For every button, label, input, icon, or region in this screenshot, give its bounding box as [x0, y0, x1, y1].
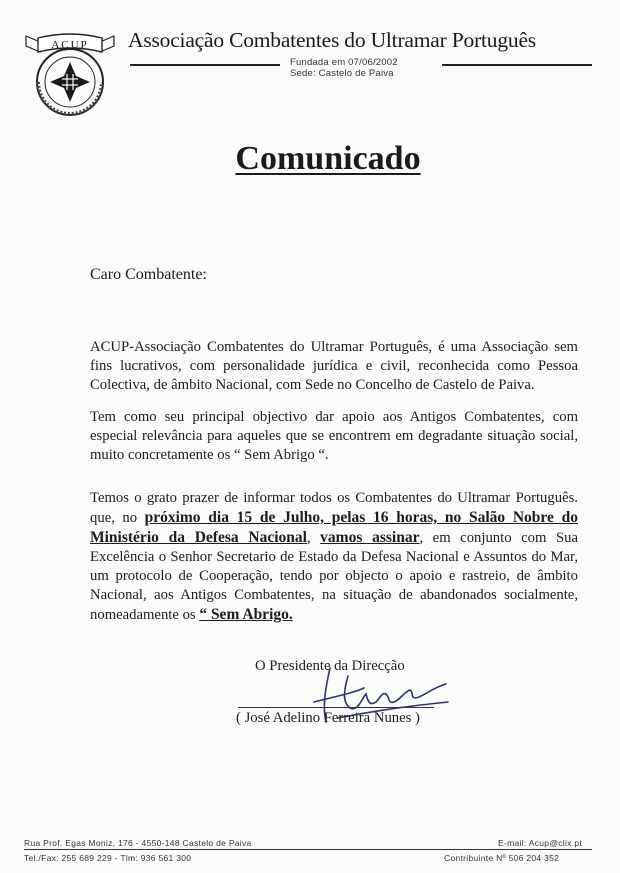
signatory-role: O Presidente da Direcção [255, 658, 405, 674]
founded-date: Fundada em 07/06/2002 [290, 57, 398, 68]
announcement-text: , [306, 530, 321, 546]
header-rule-right [442, 64, 592, 66]
footer-email: E-mail: Acup@clix.pt [498, 838, 583, 848]
footer-rule [24, 849, 592, 850]
acup-emblem-icon [22, 26, 118, 122]
logo-banner-text: ACUP [51, 39, 89, 51]
footer-address: Rua Prof. Egas Moniz, 176 - 4550-148 Castelo de Paiva [24, 838, 252, 848]
signing-phrase: vamos assinar [320, 529, 420, 546]
signatory-name: ( José Adelino Ferreira Nunes ) [236, 710, 420, 726]
announcement-text: Temos o grato prazer de informar todos os Combatentes do Ultramar Português. que, no [90, 490, 578, 526]
homeless-phrase: “ Sem Abrigo. [199, 606, 293, 623]
paragraph-objective: Tem como seu principal objectivo dar apoio aos Antigos Combatentes, com especial relevância para aqueles que se encontrem em degradante situação social, muito concretamente os “ Sem Abrigo “. [90, 409, 578, 463]
event-details: próximo dia 15 de Julho, pelas 16 horas, no Salão Nobre do Ministério da Defesa Nacional [90, 509, 578, 546]
paragraph-intro: ACUP-Associação Combatentes do Ultramar Português, é uma Associação sem fins lucrativos, com personalidade jurídica e civil, reconhecida como Pessoa Colectiva, de âmbito Nacional, com Sede no Concelho de Castelo de Paiva. [90, 339, 578, 393]
footer-phones: Tel./Fax: 255 689 229 - Tlm: 936 561 300 [24, 853, 192, 863]
announcement-text: , em conjunto com Sua Excelência o Senhor Secretario de Estado da Defesa Nacional e Assuntos do Mar, um protocolo de Cooperação, tendo por objecto o apoio e rastreio, de âmbito Nacional, aos Antigos Combatentes, na situação de abandonados socialmente, nomeadamente os [90, 530, 578, 623]
salutation: Caro Combatente: [90, 266, 207, 283]
signature-line [238, 707, 434, 708]
header-rule-left [130, 64, 280, 66]
headquarters: Sede: Castelo de Paiva [290, 68, 394, 79]
footer-tax-id: Contribuinte Nº 506 204 352 [444, 853, 560, 863]
document-title: Comunicado [235, 140, 421, 177]
paragraph-announcement [90, 489, 578, 625]
organization-name: Associação Combatentes do Ultramar Português [128, 28, 536, 52]
